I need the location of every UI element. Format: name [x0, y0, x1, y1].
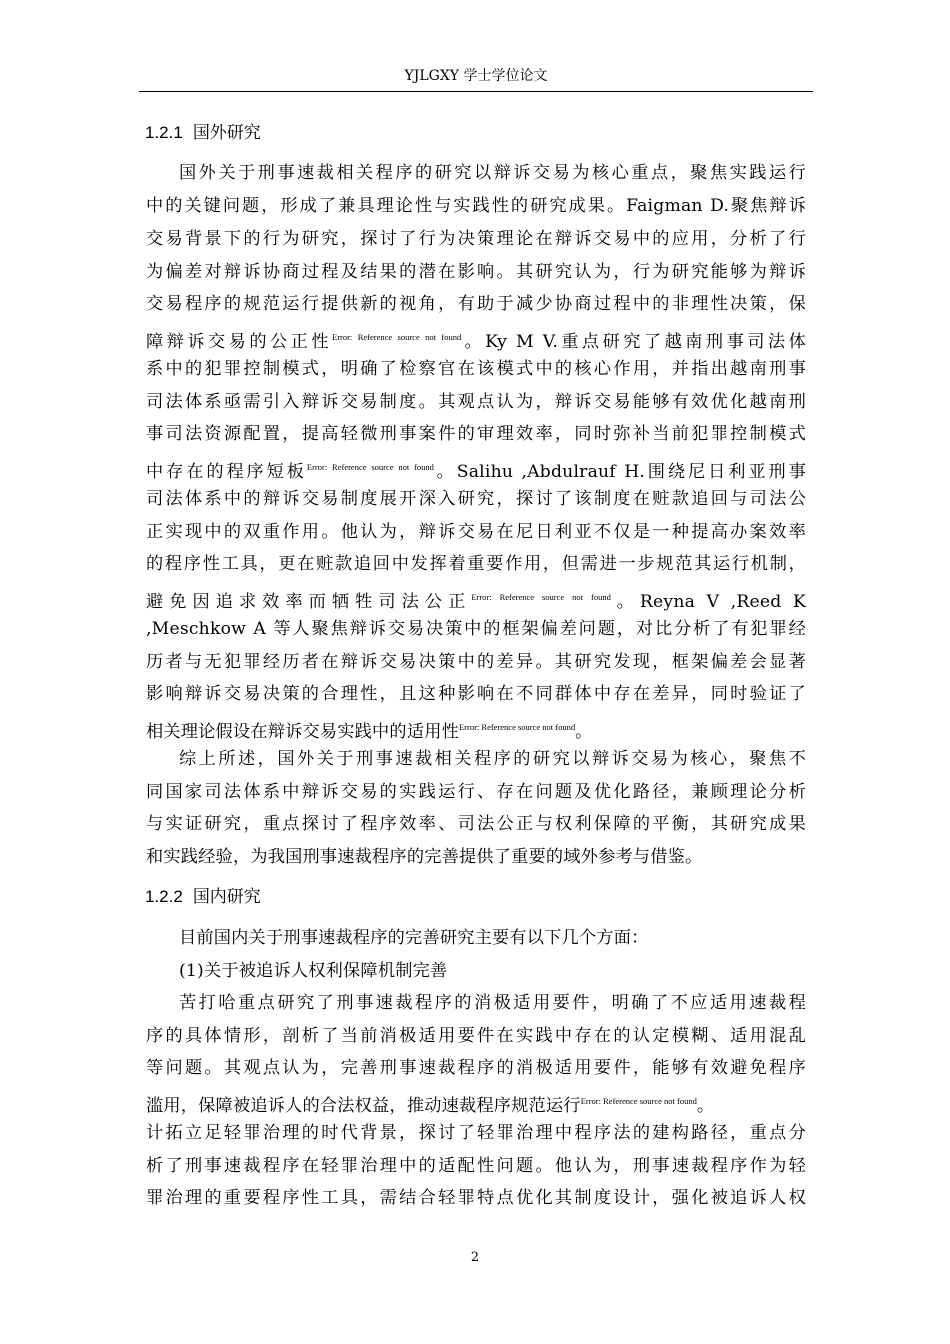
text-line	[146, 325, 806, 354]
text-line: 影响辩诉交易决策的合理性，且这种影响在不同群体中存在差异，同时验证了	[146, 684, 806, 704]
text-line	[146, 715, 806, 744]
header-rule	[139, 91, 813, 92]
text-line: 司法体系亟需引入辩诉交易制度。其观点认为，辩诉交易能够有效优化越南刑	[146, 392, 806, 412]
text-segment: 障辩诉交易的公正性	[146, 332, 332, 352]
text-line: 的程序性工具，更在赃款追回中发挥着重要作用，但需进一步规范其运行机制，	[146, 554, 806, 574]
text-line: ,Meschkow A 等人聚焦辩诉交易决策中的框架偏差问题，对比分析了有犯罪经	[146, 619, 806, 639]
text-line: 系中的犯罪控制模式，明确了检察官在该模式中的核心作用，并指出越南刑事	[146, 359, 806, 379]
section-heading-domestic	[145, 885, 261, 909]
reference-error: Error: Reference source not found	[306, 462, 434, 472]
text-segment: 。Ky M V.重点研究了越南刑事司法体	[461, 332, 806, 352]
text-line: 中的关键问题，形成了兼具理论性与实践性的研究成果。Faigman D.聚焦辩诉	[146, 196, 806, 216]
text-segment: 。	[696, 1096, 715, 1116]
text-line	[146, 1089, 806, 1118]
section-title: 国内研究	[192, 887, 261, 907]
text-line: 罪治理的重要程序性工具，需结合轻罪特点优化其制度设计，强化被追诉人权	[146, 1188, 806, 1208]
reference-error: Error: Reference source not found	[580, 1096, 697, 1106]
text-segment: 。	[575, 722, 593, 742]
text-line: 目前国内关于刑事速裁程序的完善研究主要有以下几个方面：	[179, 928, 649, 948]
text-line: 事司法资源配置，提高轻微刑事案件的审理效率，同时弥补当前犯罪控制模式	[146, 424, 806, 444]
section-heading-foreign	[145, 121, 261, 145]
text-line: 司法体系中的辩诉交易制度展开深入研究，探讨了该制度在赃款追回与司法公	[146, 489, 806, 509]
text-line: 历者与无犯罪经历者在辩诉交易决策中的差异。其研究发现，框架偏差会显著	[146, 652, 806, 672]
text-line: 为偏差对辩诉协商过程及结果的潜在影响。其研究认为，行为研究能够为辩诉	[146, 262, 806, 282]
section-number: 1.2.2	[145, 887, 183, 906]
section-title: 国外研究	[192, 123, 261, 143]
text-line: 析了刑事速裁程序在轻罪治理中的适配性问题。他认为，刑事速裁程序作为轻	[146, 1156, 806, 1176]
text-line: 交易程序的规范运行提供新的视角，有助于减少协商过程中的非理性决策，保	[146, 294, 806, 314]
text-line: 苦打哈重点研究了刑事速裁程序的消极适用要件，明确了不应适用速裁程	[179, 993, 806, 1013]
text-line	[146, 455, 806, 484]
reference-error: Error: Reference source not found	[332, 332, 462, 342]
text-line: (1)关于被追诉人权利保障机制完善	[179, 961, 448, 981]
text-line: 同国家司法体系中辩诉交易的实践运行、存在问题及优化路径，兼顾理论分析	[146, 782, 806, 802]
text-line: 和实践经验，为我国刑事速裁程序的完善提供了重要的域外参考与借鉴。	[146, 847, 703, 867]
reference-error: Error: Reference source not found	[458, 722, 576, 732]
text-line: 序的具体情形，剖析了当前消极适用要件在实践中存在的认定模糊、适用混乱	[146, 1026, 806, 1046]
text-line	[146, 585, 806, 614]
page-header: YJLGXY 学士学位论文	[404, 68, 548, 84]
text-line: 综上所述，国外关于刑事速裁相关程序的研究以辩诉交易为核心，聚焦不	[179, 749, 806, 769]
text-segment: 中存在的程序短板	[146, 462, 307, 482]
text-line: 计拓立足轻罪治理的时代背景，探讨了轻罪治理中程序法的建构路径，重点分	[146, 1123, 806, 1143]
section-number: 1.2.1	[145, 123, 183, 142]
text-line: 正实现中的双重作用。他认为，辩诉交易在尼日利亚不仅是一种提高办案效率	[146, 522, 806, 542]
text-line: 与实证研究，重点探讨了程序效率、司法公正与权利保障的平衡，其研究成果	[146, 814, 806, 834]
text-line: 等问题。其观点认为，完善刑事速裁程序的消极适用要件，能够有效避免程序	[146, 1058, 806, 1078]
page-number: 2	[470, 1250, 480, 1265]
text-line: 国外关于刑事速裁相关程序的研究以辩诉交易为核心重点，聚焦实践运行	[179, 163, 806, 183]
text-segment: 。Salihu ,Abdulrauf H.围绕尼日利亚刑事	[433, 462, 806, 482]
text-segment: 。Reyna V ,Reed K	[610, 592, 806, 612]
text-line: 交易背景下的行为研究，探讨了行为决策理论在辩诉交易中的应用，分析了行	[146, 229, 806, 249]
text-segment: 避免因追求效率而牺牲司法公正	[146, 592, 472, 612]
text-segment: 滥用，保障被追诉人的合法权益，推动速裁程序规范运行	[146, 1096, 581, 1116]
reference-error: Error: Reference source not found	[471, 592, 611, 602]
text-segment: 相关理论假设在辩诉交易实践中的适用性	[146, 722, 459, 742]
